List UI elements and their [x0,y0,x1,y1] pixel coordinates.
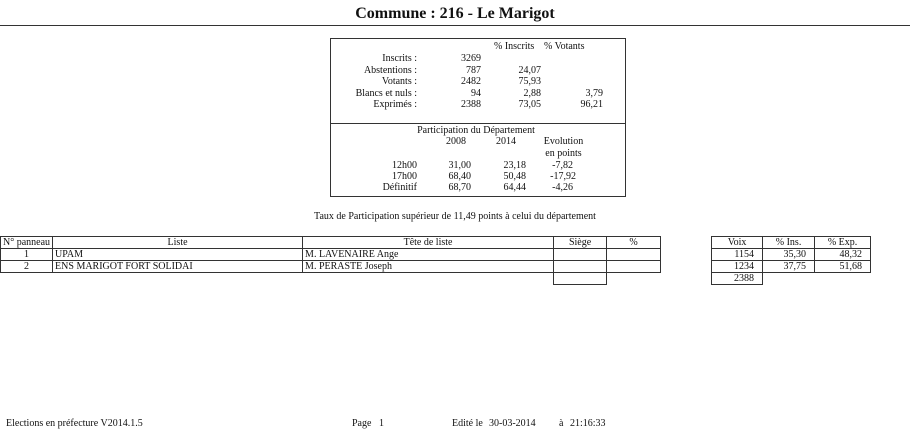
header-pct: % [607,237,661,249]
participation-evol-definitif: -4,26 [552,182,573,193]
participation-note: Taux de Participation supérieur de 11,49 points à celui du département [314,211,596,222]
stat-value-inscrits: 3269 [461,53,481,64]
participation-2008-definitif: 68,70 [448,182,471,193]
cell-tete: M. PERASTE Joseph [303,261,554,273]
col-header-pct-votants: % Votants [544,41,585,52]
participation-label-12h: 12h00 [392,160,417,171]
stat-pct-vot-exprimes: 96,21 [580,99,603,110]
cell-siege [554,261,607,273]
stat-pct-vot-blancs: 3,79 [585,88,603,99]
participation-2014-12h: 23,18 [503,160,526,171]
stats-divider [331,123,625,124]
header-voix: Voix [712,237,763,249]
cell-pct [607,249,661,261]
participation-2014-definitif: 64,44 [503,182,526,193]
footer-page-number: 1 [379,418,384,429]
col-header-en-points: en points [545,148,582,159]
footer-edit-label: Edité le [452,418,483,429]
cell-pct-exp: 48,32 [815,249,871,261]
cell-tete: M. LAVENAIRE Ange [303,249,554,261]
stat-value-blancs: 94 [471,88,481,99]
cell-pct-ins: 37,75 [763,261,815,273]
cell-siege [554,249,607,261]
participation-label-definitif: Définitif [382,182,417,193]
table-row [1,261,871,273]
title-divider [0,25,910,26]
footer-at-label: à [559,418,564,429]
header-panneau: N° panneau [1,237,53,249]
participation-2014-17h: 50,48 [503,171,526,182]
stat-value-exprimes: 2388 [461,99,481,110]
stat-pct-ins-abstentions: 24,07 [518,65,541,76]
total-row [1,273,871,285]
stat-label-exprimes: Exprimés : [373,99,417,110]
footer-edit-date: 30-03-2014 [489,418,536,429]
stat-pct-ins-blancs: 2,88 [523,88,541,99]
cell-pct-ins: 35,30 [763,249,815,261]
results-table [0,236,871,285]
participation-2008-17h: 68,40 [448,171,471,182]
cell-panneau: 1 [1,249,53,261]
stat-label-blancs: Blancs et nuls : [355,88,417,99]
header-gap [661,237,712,249]
page-title: Commune : 216 - Le Marigot [355,5,555,22]
table-row [1,249,871,261]
participation-title: Participation du Département [417,125,535,136]
cell-pct-exp: 51,68 [815,261,871,273]
participation-label-17h: 17h00 [392,171,417,182]
cell-voix: 1234 [712,261,763,273]
header-liste: Liste [53,237,303,249]
footer-page-label: Page [352,418,372,429]
stat-value-abstentions: 787 [466,65,481,76]
stat-value-votants: 2482 [461,76,481,87]
results-header-row [1,237,871,249]
cell-liste: UPAM [53,249,303,261]
footer-edit-time: 21:16:33 [570,418,606,429]
stat-label-abstentions: Abstentions : [363,65,417,76]
col-header-2014: 2014 [496,136,516,147]
cell-gap [661,249,712,261]
footer-app-version: Elections en préfecture V2014.1.5 [6,418,143,429]
col-header-2008: 2008 [446,136,466,147]
stat-pct-ins-exprimes: 73,05 [518,99,541,110]
col-header-pct-inscrits: % Inscrits [494,41,535,52]
cell-liste: ENS MARIGOT FORT SOLIDAI [53,261,303,273]
header-pct-exp: % Exp. [815,237,871,249]
cell-voix: 1154 [712,249,763,261]
stat-label-votants: Votants : [381,76,417,87]
stats-box [330,38,626,197]
header-tete: Tête de liste [303,237,554,249]
header-pct-ins: % Ins. [763,237,815,249]
participation-2008-12h: 31,00 [448,160,471,171]
total-voix: 2388 [712,273,763,285]
participation-evol-12h: -7,82 [552,160,573,171]
total-siege [554,273,607,285]
cell-panneau: 2 [1,261,53,273]
col-header-evolution: Evolution [543,136,584,147]
header-siege: Siège [554,237,607,249]
stat-pct-ins-votants: 75,93 [518,76,541,87]
participation-evol-17h: -17,92 [550,171,576,182]
stat-label-inscrits: Inscrits : [382,53,417,64]
cell-gap [661,261,712,273]
cell-pct [607,261,661,273]
